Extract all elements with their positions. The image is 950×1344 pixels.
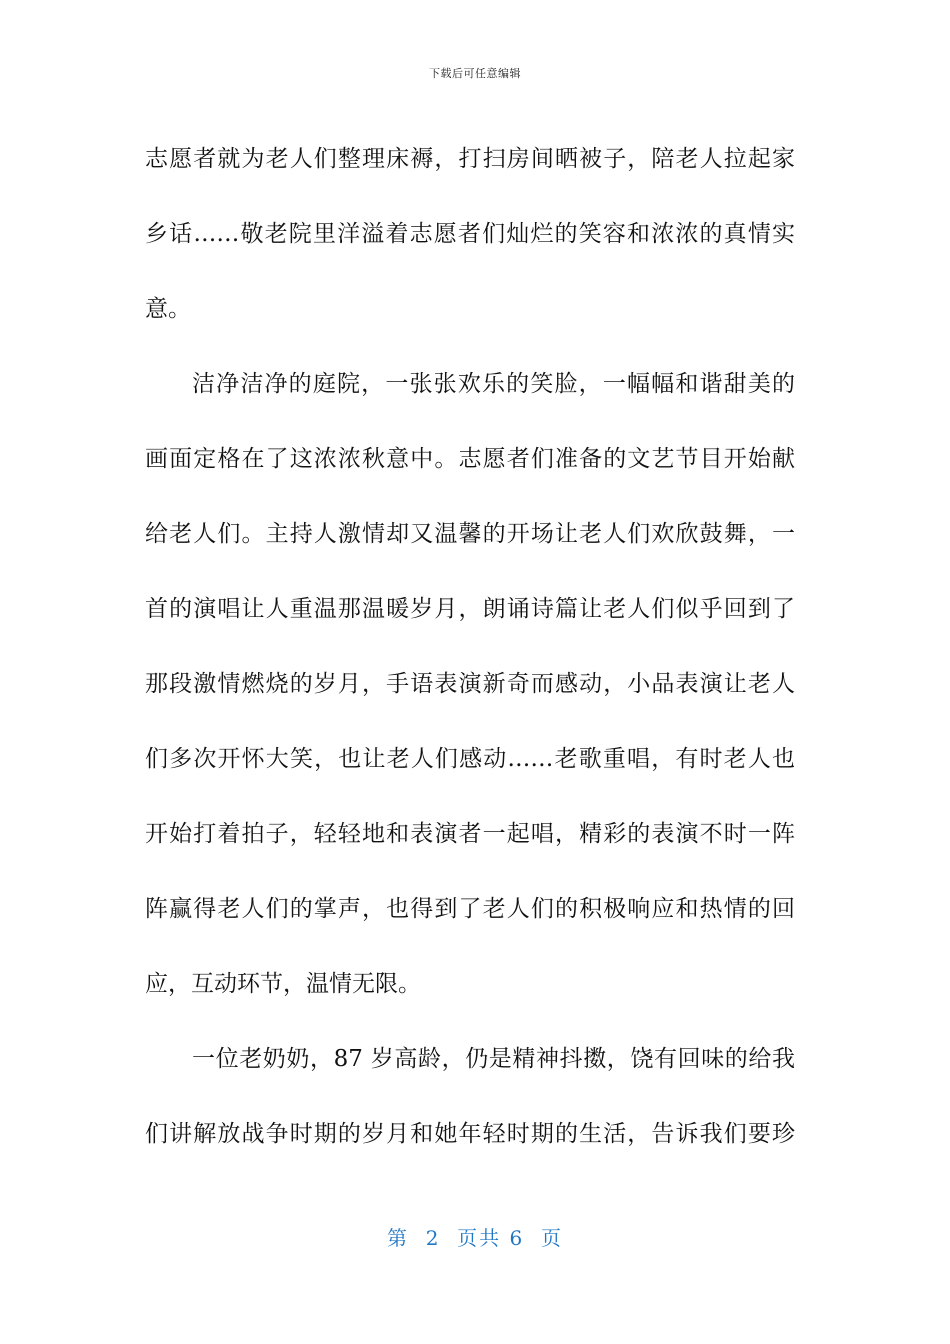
page-number-footer: [0, 1224, 950, 1252]
text-line: 画面定格在了这浓浓秋意中。志愿者们准备的文艺节目开始献: [145, 446, 795, 472]
page-number-label: 第 2 页共 6 页: [387, 1226, 563, 1250]
text-line: 首的演唱让人重温那温暖岁月，朗诵诗篇让老人们似乎回到了: [145, 596, 795, 622]
paragraph-start-line: 一位老奶奶，87 岁高龄，仍是精神抖擞，饶有回味的给我: [192, 1046, 795, 1072]
page-header-note: 下载后可任意编辑: [429, 67, 521, 80]
text-line: 意。: [145, 296, 191, 322]
text-line: 们讲解放战争时期的岁月和她年轻时期的生活，告诉我们要珍: [145, 1121, 795, 1147]
text-line: 开始打着拍子，轻轻地和表演者一起唱，精彩的表演不时一阵: [145, 821, 795, 847]
document-body: [145, 122, 795, 1172]
text-line: 们多次开怀大笑，也让老人们感动……老歌重唱，有时老人也: [145, 746, 795, 772]
text-line: 应，互动环节，温情无限。: [145, 971, 421, 997]
text-line: 志愿者就为老人们整理床褥，打扫房间晒被子，陪老人拉起家: [145, 146, 795, 172]
text-line: 那段激情燃烧的岁月，手语表演新奇而感动，小品表演让老人: [145, 671, 795, 697]
text-line: 阵赢得老人们的掌声，也得到了老人们的积极响应和热情的回: [145, 896, 795, 922]
paragraph-start-line: 洁净洁净的庭院，一张张欢乐的笑脸，一幅幅和谐甜美的: [192, 371, 795, 397]
text-line: 乡话……敬老院里洋溢着志愿者们灿烂的笑容和浓浓的真情实: [145, 221, 795, 247]
text-line: 给老人们。主持人激情却又温馨的开场让老人们欢欣鼓舞，一: [145, 521, 795, 547]
